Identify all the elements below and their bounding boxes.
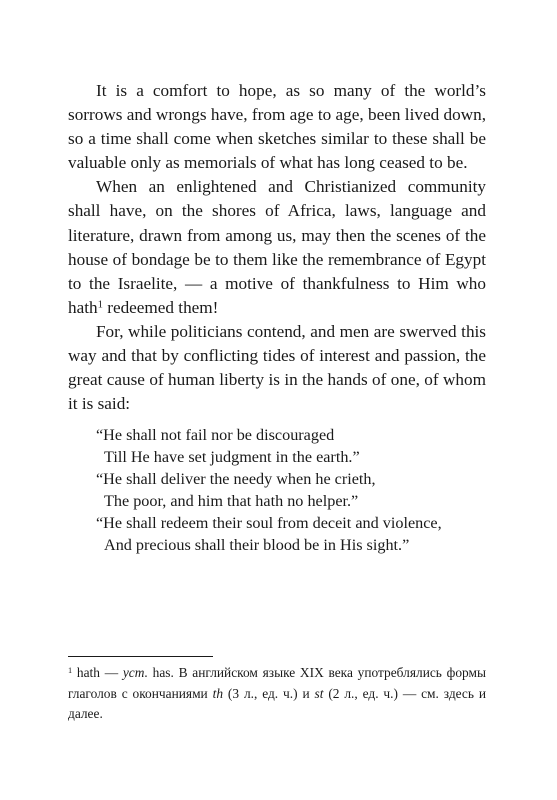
footnote-dash: —	[99, 665, 123, 680]
paragraph-2-text: When an enlightened and Christianized community shall have, on the shores of Africa, laws, language and literature, drawn from among us, may then the scenes of the house of bondage be to them like the remembrance of Egypt to the Israelite, — a motive of thankfulness to Him who hath	[68, 177, 486, 317]
verse-line: “He shall deliver the needy when he crieth,	[96, 470, 376, 489]
verse-line: “He shall not fail nor be discouraged	[96, 426, 335, 445]
verse-line: And precious shall their blood be in His sight.”	[104, 535, 410, 554]
verse-line: Till He have set judgment in the earth.”	[104, 448, 360, 467]
verse-line: “He shall redeem their soul from deceit and violence,	[96, 513, 442, 532]
paragraph-2	[68, 175, 486, 320]
footnote-ending-th: th	[212, 685, 224, 701]
paragraph-3: For, while politicians contend, and men are swerved this way and that by conflicting tides of interest and passion, the great cause of human liberty is in the hands of one, of whom it is said:	[68, 321, 486, 414]
footnote-abbr: уст.	[122, 665, 148, 680]
footnote-separator	[68, 656, 213, 657]
paragraph-2-end: redeemed them!	[102, 297, 219, 317]
paragraph-1: It is a comfort to hope, as so many of the world’s sorrows and wrongs have, from age to age, been lived down, so a time shall come when sketches similar to these shall be valuable only as memorials of what has long ceased to be.	[68, 81, 486, 173]
verse-line: The poor, and him that hath no helper.”	[104, 492, 359, 511]
main-text	[68, 79, 486, 557]
footnote-word: hath	[76, 665, 100, 680]
footnote	[68, 663, 486, 725]
footnote-ending-st: st	[314, 685, 324, 701]
footnote-text: (3 л., ед. ч.) и	[223, 685, 315, 701]
footnote-text: has. В английском языке XIX века употреблялись формы глаголов с окончаниями	[68, 665, 486, 701]
footnote-reference: 1	[97, 299, 103, 311]
scripture-quote	[96, 425, 486, 556]
footnote-marker: 1	[68, 665, 73, 675]
footnote-text: (2 л., ед. ч.) — см. здесь и далее.	[68, 685, 487, 722]
